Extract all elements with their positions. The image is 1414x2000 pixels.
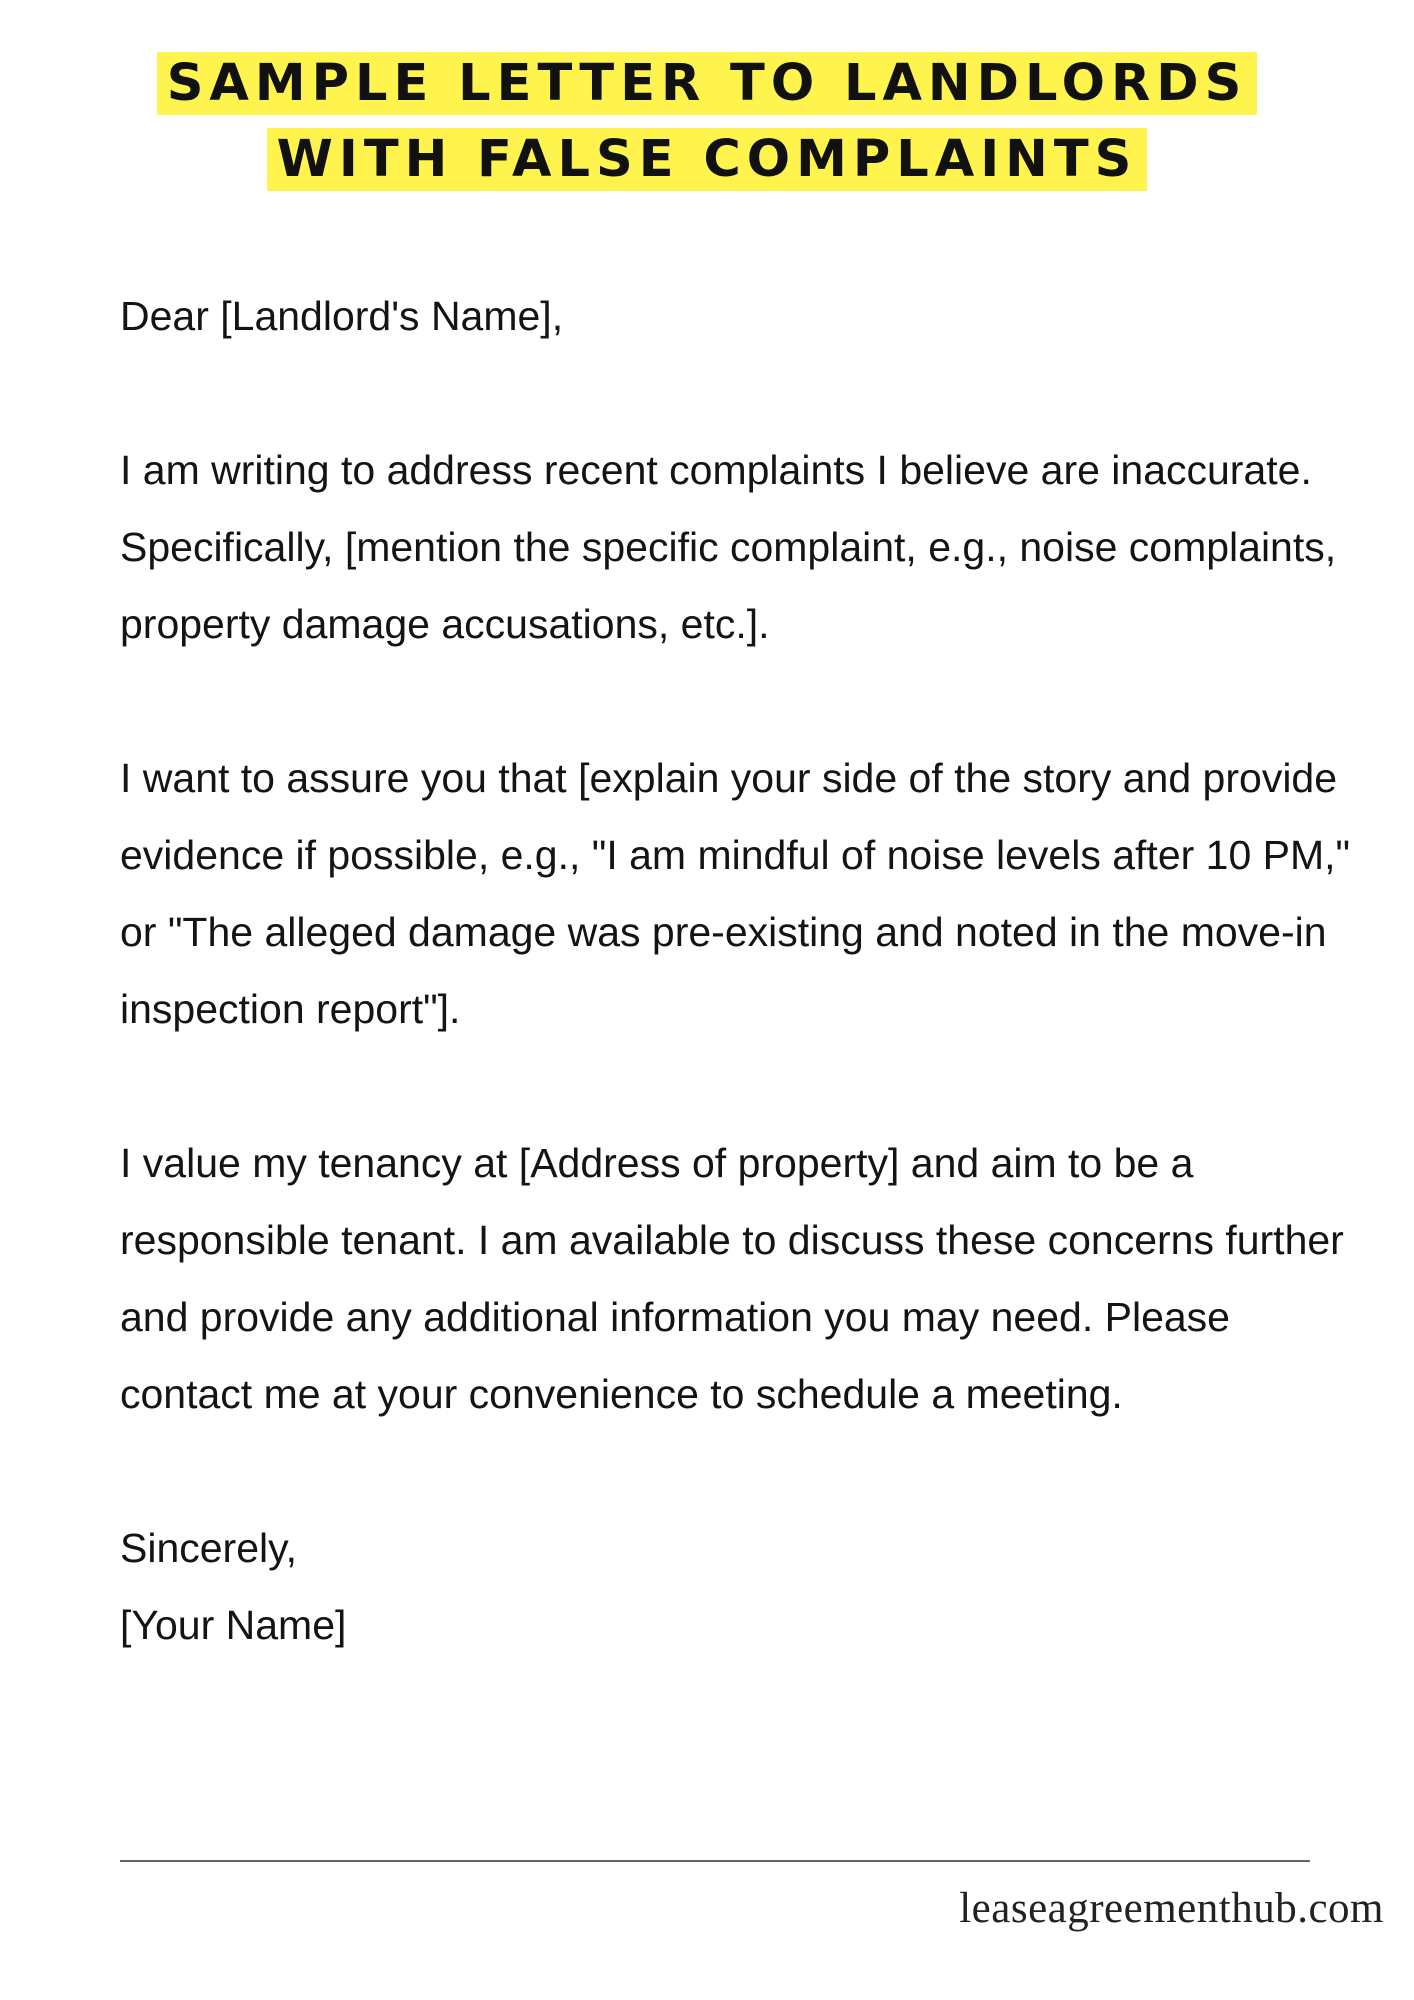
page-title — [0, 46, 1414, 198]
footer-divider — [120, 1860, 1310, 1862]
paragraph-explanation: I want to assure you that [explain your side of the story and provide evidence if possible, e.g., "I am mindful of noise levels after 10 PM," or "The alleged damage was pre-existing and noted in the move-in inspection report"]. — [120, 755, 1351, 1032]
salutation: Dear [Landlord's Name], — [120, 293, 564, 339]
signature: [Your Name] — [120, 1602, 347, 1648]
title-line-2: WITH FALSE COMPLAINTS — [267, 128, 1148, 191]
letter-body — [120, 278, 1360, 1664]
title-line-1: SAMPLE LETTER TO LANDLORDS — [157, 52, 1258, 115]
paragraph-tenancy: I value my tenancy at [Address of property] and aim to be a responsible tenant. I am available to discuss these concerns further and provide any additional information you may need. Please contact me at your convenience to schedule a meeting. — [120, 1140, 1344, 1417]
closing: Sincerely, — [120, 1525, 297, 1571]
paragraph-complaint: I am writing to address recent complaints I believe are inaccurate. Specifically, [mention the specific complaint, e.g., noise complaints, property damage accusations, etc.]. — [120, 447, 1337, 647]
website-text: leaseagreementhub.com — [959, 1885, 1384, 1932]
